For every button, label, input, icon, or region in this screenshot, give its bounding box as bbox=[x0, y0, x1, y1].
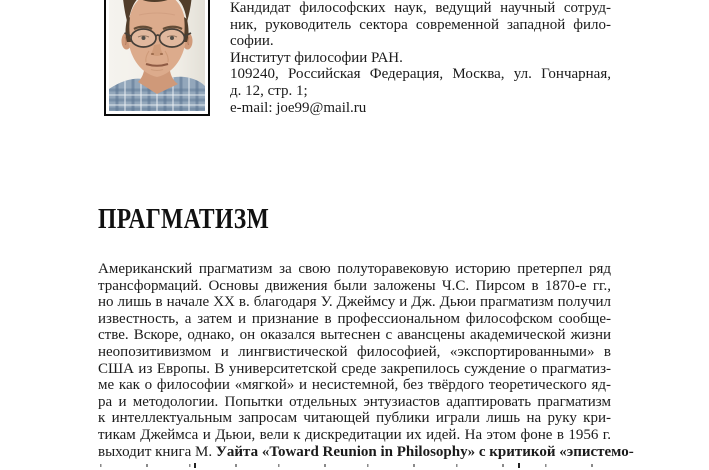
paragraph-line-prefix: выходит книга М. bbox=[98, 443, 216, 460]
paragraph-line: известность, а затем и признание в профессиональном философском сообще- bbox=[98, 310, 611, 327]
author-photo-frame bbox=[104, 0, 210, 116]
clipped-next-line-remnant bbox=[98, 463, 603, 468]
clipped-letter-ascender bbox=[518, 463, 520, 468]
book-title-emphasis: Уайта «Toward Reunion in Philosophy» с критикой «эпистемо- bbox=[215, 443, 634, 460]
author-email-line: e-mail: joe99@mail.ru bbox=[230, 99, 367, 116]
author-info-line: софии. bbox=[230, 33, 274, 50]
paragraph-line: но лишь в начале XX в. благодаря У. Джеймсу и Дж. Дьюи прагматизм получил bbox=[98, 294, 611, 311]
author-info-line: ник, руководитель сектора современной западной фило- bbox=[230, 16, 611, 33]
author-info-block bbox=[230, 0, 611, 116]
article-title: ПРАГМАТИЗМ bbox=[98, 204, 270, 235]
paragraph-line: ме как о философии «мягкой» и несистемной, без твёрдого теоретического яд- bbox=[98, 377, 611, 394]
paragraph-line: к интеллектуальным запросам читающей публики играли лишь на руку кри- bbox=[98, 410, 611, 427]
clipped-letter-tops bbox=[100, 464, 603, 467]
author-portrait-illustration bbox=[109, 0, 205, 111]
paragraph-line: США из Европы. В университетской среде закрепилось суждение о прагматиз- bbox=[98, 360, 611, 377]
author-affiliation-line: Институт философии РАН. bbox=[230, 49, 403, 66]
author-info-line: Кандидат философских наук, ведущий научный сотруд- bbox=[230, 0, 611, 16]
article-paragraph bbox=[98, 261, 634, 468]
paragraph-line: стве. Вскоре, однако, он оказался вытеснен с авансцены академической жизни bbox=[98, 327, 611, 344]
paragraph-line: трансформаций. Основы движения были заложены Ч.С. Пирсом в 1870-е гг., bbox=[98, 277, 611, 294]
paragraph-line: неопозитивизмом и лингвистической философией, «экспортированными» в bbox=[98, 343, 611, 360]
paragraph-line: тикам Джеймса и Дьюи, вели к дискредитации их идей. На этом фоне в 1956 г. bbox=[98, 426, 611, 443]
paragraph-line: Американский прагматизм за свою полуторавековую историю претерпел ряд bbox=[98, 261, 611, 277]
paragraph-line-with-book-title bbox=[98, 443, 634, 461]
paragraph-line: ра и методологии. Попытки отдельных энтузиастов адаптировать прагматизм bbox=[98, 393, 611, 410]
author-address-line: д. 12, стр. 1; bbox=[230, 82, 308, 99]
author-address-line: 109240, Российская Федерация, Москва, ул. Гончарная, bbox=[230, 66, 611, 83]
clipped-letter-ascender bbox=[194, 463, 196, 468]
